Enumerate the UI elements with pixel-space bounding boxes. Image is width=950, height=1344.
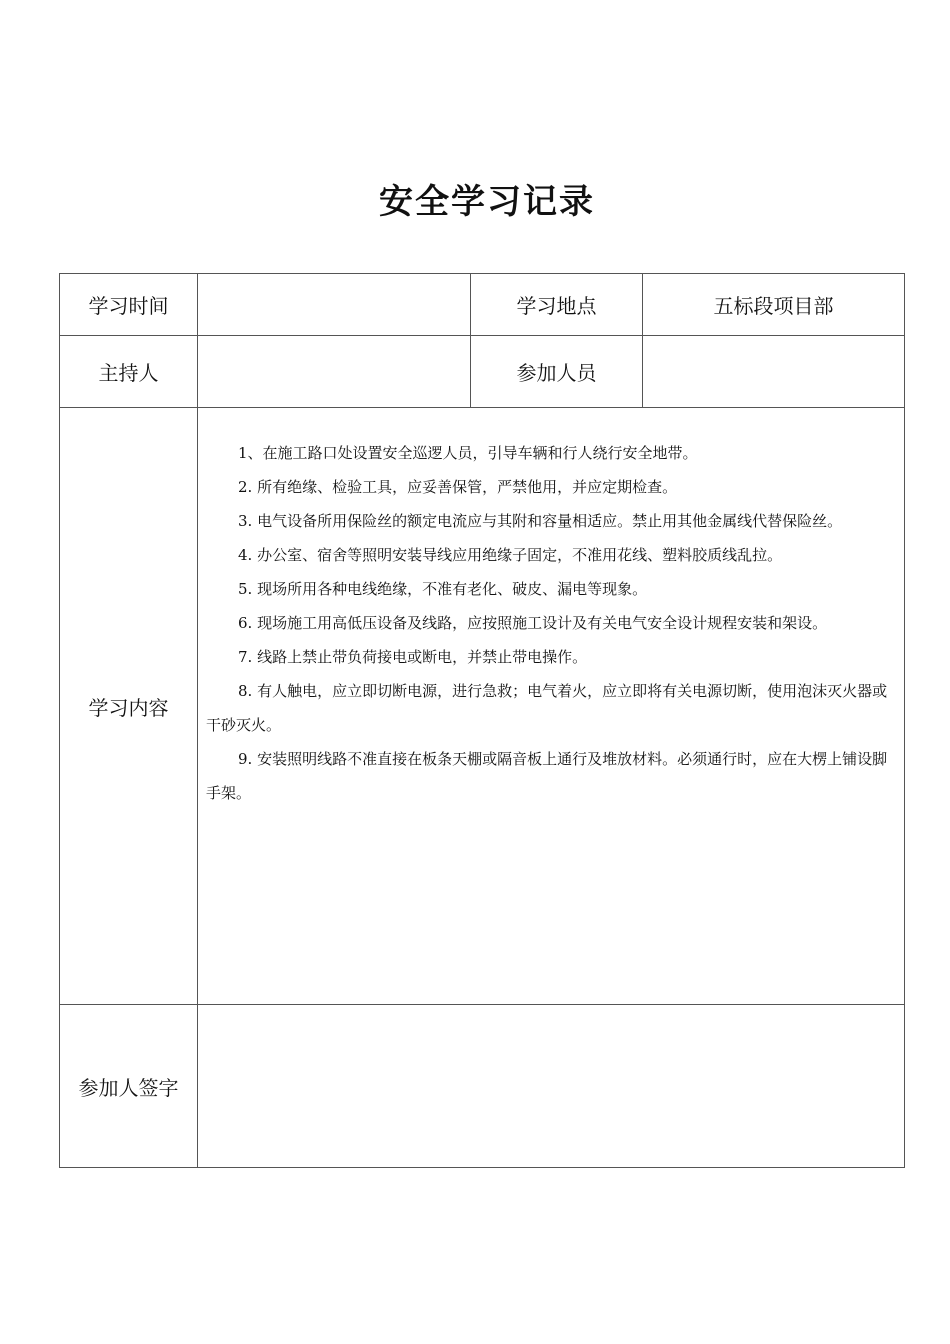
content-item: 2. 所有绝缘、检验工具，应妥善保管，严禁他用，并应定期检查。 — [238, 478, 678, 496]
study-content-body — [198, 408, 905, 1005]
study-time-label: 学习时间 — [60, 274, 198, 336]
study-record-table — [59, 273, 905, 1168]
content-item: 1、在施工路口处设置安全巡逻人员，引导车辆和行人绕行安全地带。 — [238, 444, 698, 462]
time-place-row — [60, 274, 905, 336]
study-content-label: 学习内容 — [60, 408, 198, 1005]
signature-area[interactable] — [198, 1005, 905, 1168]
signature-label: 参加人签字 — [60, 1005, 198, 1168]
host-value — [198, 336, 471, 408]
study-place-value: 五标段项目部 — [643, 274, 905, 336]
signature-row — [60, 1005, 905, 1168]
content-item: 8. 有人触电，应立即切断电源，进行急救；电气着火，应立即将有关电源切断，使用泡沫灭火器或干砂灭火。 — [206, 682, 888, 734]
content-item: 3. 电气设备所用保险丝的额定电流应与其附和容量相适应。禁止用其他金属线代替保险丝。 — [238, 512, 843, 530]
participants-label: 参加人员 — [471, 336, 643, 408]
host-label: 主持人 — [60, 336, 198, 408]
participants-value — [643, 336, 905, 408]
study-place-label: 学习地点 — [471, 274, 643, 336]
page-title: 安全学习记录 — [379, 182, 595, 222]
content-item: 7. 线路上禁止带负荷接电或断电，并禁止带电操作。 — [238, 648, 588, 666]
study-time-value — [198, 274, 471, 336]
host-participants-row — [60, 336, 905, 408]
content-item: 6. 现场施工用高低压设备及线路，应按照施工设计及有关电气安全设计规程安装和架设。 — [238, 614, 828, 632]
content-item: 5. 现场所用各种电线绝缘，不准有老化、破皮、漏电等现象。 — [238, 580, 648, 598]
content-item: 9. 安装照明线路不准直接在板条天棚或隔音板上通行及堆放材料。必须通行时，应在大楞上铺设脚手架。 — [206, 750, 888, 802]
content-row — [60, 408, 905, 1005]
content-item: 4. 办公室、宿舍等照明安装导线应用绝缘子固定，不准用花线、塑料胶质线乱拉。 — [238, 546, 783, 564]
